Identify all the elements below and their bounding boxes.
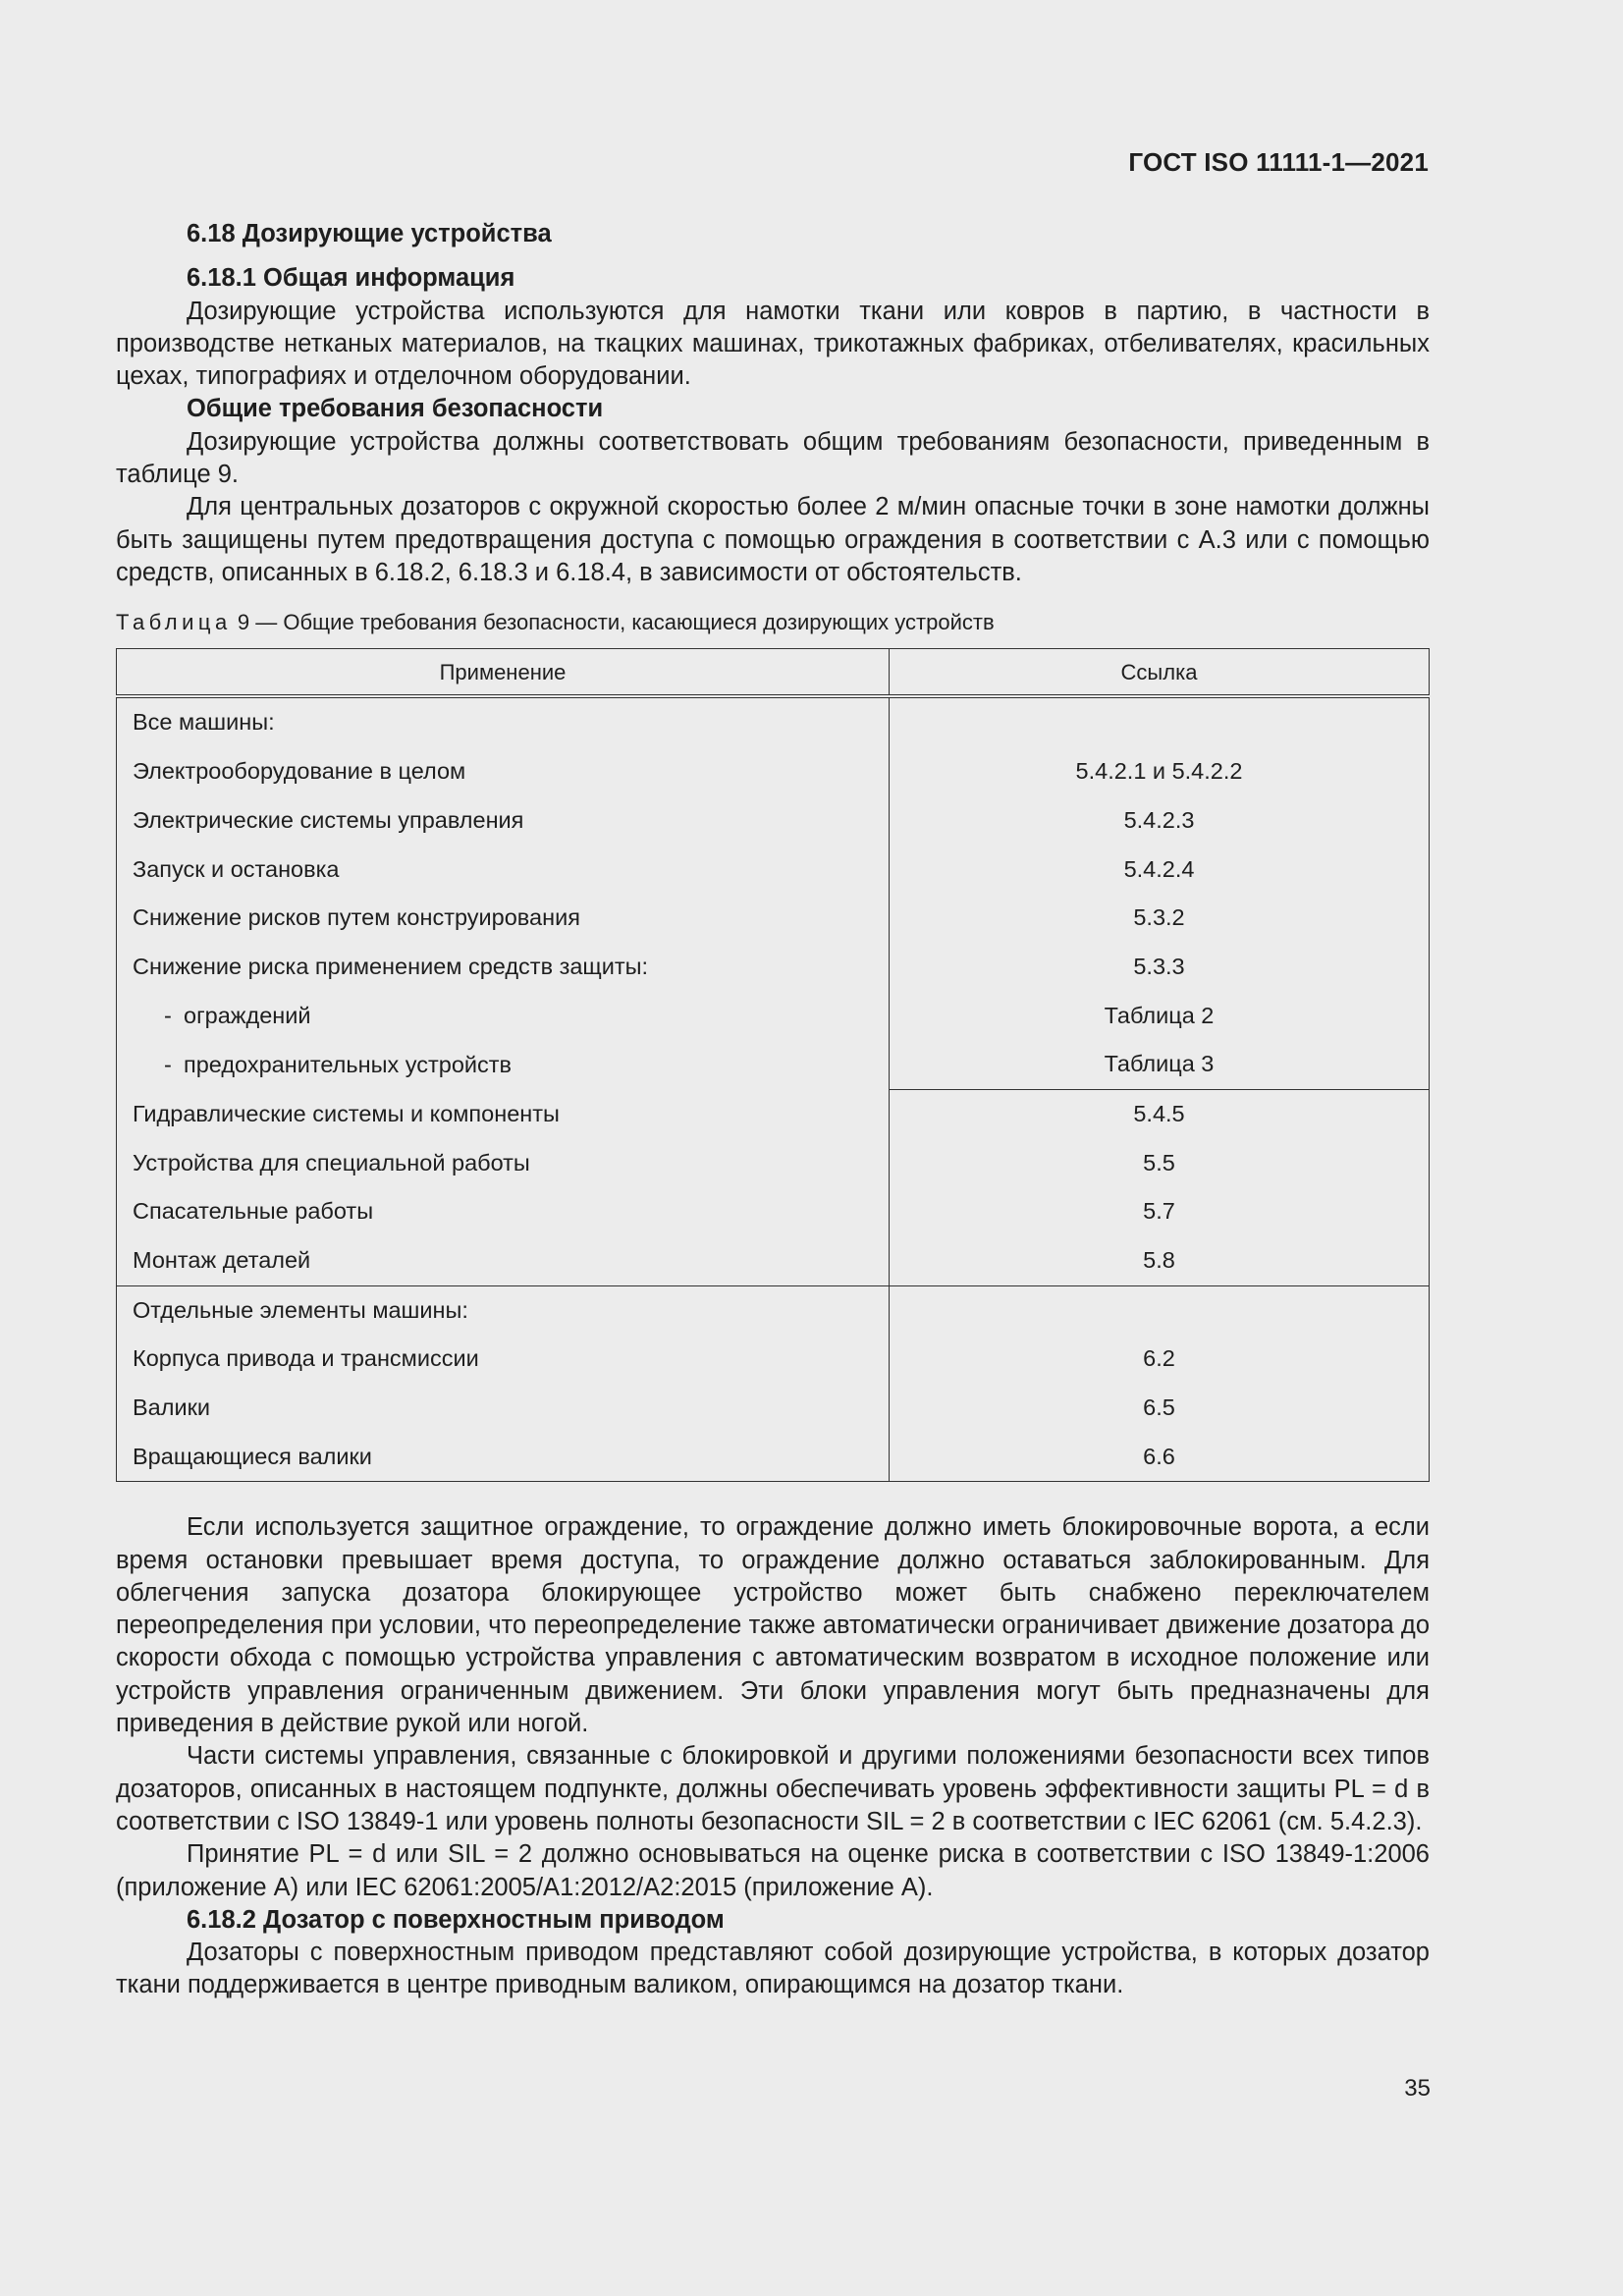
cell-reference: Таблица 2: [1104, 1002, 1215, 1028]
cell-application: Монтаж деталей: [117, 1236, 890, 1285]
table-caption: [116, 609, 1430, 636]
cell-reference: Таблица 3: [890, 1040, 1430, 1089]
cell-application: Электрические системы управления: [117, 796, 890, 846]
after-table-text: [116, 1511, 1430, 2001]
table-row: [117, 1040, 1430, 1089]
cell-application: Корпуса привода и трансмиссии: [117, 1335, 890, 1384]
table-row: [117, 845, 1430, 894]
cell-application: Спасательные работы: [117, 1187, 890, 1236]
table-row: [117, 894, 1430, 943]
paragraph: Части системы управления, связанные с блокировкой и другими положениями безопасности всех типов дозаторов, описанных в настоящем подпункте, должны обеспечивать уровень эффективности защиты PL = d в соответствии с ISO 13849-1 или уровень полноты безопасности SIL = 2 в соответствии с IEC 62061 (см. 5.4.2.3).: [116, 1742, 1430, 1835]
table-caption-text: 9 — Общие требования безопасности, касающиеся дозирующих устройств: [231, 610, 995, 635]
general-requirements-title: Общие требования безопасности: [187, 395, 604, 423]
section-title: 6.18 Дозирующие устройства: [187, 220, 552, 247]
subsection-title: 6.18.2 Дозатор с поверхностным приводом: [187, 1905, 725, 1934]
cell-application: [117, 991, 890, 1040]
cell-application: Снижение рисков путем конструирования: [117, 894, 890, 943]
table-row: [117, 696, 1430, 747]
table-row: [117, 796, 1430, 846]
cell-reference: 5.8: [890, 1236, 1430, 1285]
cell-reference: 6.2: [1143, 1345, 1175, 1372]
page-content: [116, 218, 1430, 2002]
cell-application: [117, 1040, 890, 1089]
cell-reference: 5.5: [1143, 1149, 1175, 1175]
table-row: [117, 1138, 1430, 1187]
cell-reference: [890, 696, 1430, 747]
paragraph: Принятие PL = d или SIL = 2 должно основываться на оценке риска в соответствии с ISO 13849-1:2006 (приложение А) или IEC 62061:2005/A1:2012/A2:2015 (приложение А).: [116, 1840, 1430, 1901]
cell-application: Отдельные элементы машины:: [117, 1285, 890, 1335]
cell-application: Снижение риска применением средств защиты:: [117, 943, 890, 992]
cell-reference: 5.4.2.3: [1123, 806, 1195, 833]
cell-application: Валики: [117, 1384, 890, 1433]
page-number: 35: [1404, 2075, 1431, 2102]
cell-reference: 5.4.2.4: [1123, 855, 1195, 882]
list-dash: -: [164, 1051, 172, 1077]
table-row: [117, 1335, 1430, 1384]
table-row: [117, 1236, 1430, 1285]
table-row: [117, 1285, 1430, 1335]
requirements-table: [116, 648, 1430, 1482]
column-header-reference: Ссылка: [890, 649, 1430, 697]
paragraph: Дозаторы с поверхностным приводом представляют собой дозирующие устройства, в которых дозатор ткани поддерживается в центре приводным валиком, опирающимся на дозатор ткани.: [116, 1939, 1430, 1999]
cell-application: Электрооборудование в целом: [117, 747, 890, 796]
cell-reference: 5.7: [1143, 1198, 1175, 1225]
cell-application-text: ограждений: [184, 1002, 311, 1028]
cell-application: Гидравлические системы и компоненты: [117, 1089, 890, 1138]
cell-reference: 5.3.2: [1133, 904, 1185, 931]
table-row: [117, 1433, 1430, 1482]
table-row: [117, 943, 1430, 992]
column-header-application: Применение: [117, 649, 890, 697]
cell-reference: 5.4.2.1 и 5.4.2.2: [1075, 758, 1243, 785]
cell-reference: [890, 1285, 1430, 1335]
paragraph: Если используется защитное ограждение, то ограждение должно иметь блокировочные ворота, а если время остановки превышает время доступа, то ограждение должно оставаться заблокированным. Для облегчения запуска дозатора блокирующее устройство может быть снабжено переключателем переопределения при условии, что переопределение также автоматически ограничивает движение дозатора до скорости обхода с помощью устройства управления с автоматическим возвратом в исходное положение или устройств управления ограниченным движением. Эти блоки управления могут быть предназначены для приведения в действие рукой или ногой.: [116, 1513, 1430, 1738]
cell-application: Запуск и остановка: [117, 845, 890, 894]
cell-application: Устройства для специальной работы: [117, 1138, 890, 1187]
cell-application: Все машины:: [117, 696, 890, 747]
paragraph: Дозирующие устройства используются для намотки ткани или ковров в партию, в частности в производстве нетканых материалов, на ткацких машинах, трикотажных фабриках, отбеливателях, красильных цехах, типографиях и отделочном оборудовании.: [116, 297, 1430, 391]
subsection-title: 6.18.1 Общая информация: [187, 264, 515, 293]
paragraph: Дозирующие устройства должны соответствовать общим требованиям безопасности, приведенным в таблице 9.: [116, 427, 1430, 489]
table-row: [117, 1089, 1430, 1138]
table-row: [117, 1187, 1430, 1236]
paragraph: Для центральных дозаторов с окружной скоростью более 2 м/мин опасные точки в зоне намотки должны быть защищены путем предотвращения доступа с помощью ограждения в соответствии с А.3 или с помощью средств, описанных в 6.18.2, 6.18.3 и 6.18.4, в зависимости от обстоятельств.: [116, 493, 1430, 586]
cell-reference: 6.6: [1143, 1443, 1175, 1469]
table-row: [117, 747, 1430, 796]
cell-reference: 6.5: [1143, 1394, 1175, 1421]
cell-application-text: предохранительных устройств: [184, 1051, 513, 1077]
table-header-row: [117, 649, 1430, 697]
table-caption-label: Таблица: [116, 610, 232, 635]
list-dash: -: [164, 1002, 172, 1028]
cell-reference: 5.3.3: [1133, 953, 1185, 979]
standard-code: ГОСТ ISO 11111-1—2021: [1128, 147, 1429, 177]
table-row: [117, 1384, 1430, 1433]
cell-application: Вращающиеся валики: [117, 1433, 890, 1482]
cell-reference: 5.4.5: [1133, 1100, 1185, 1126]
table-row: [117, 991, 1430, 1040]
